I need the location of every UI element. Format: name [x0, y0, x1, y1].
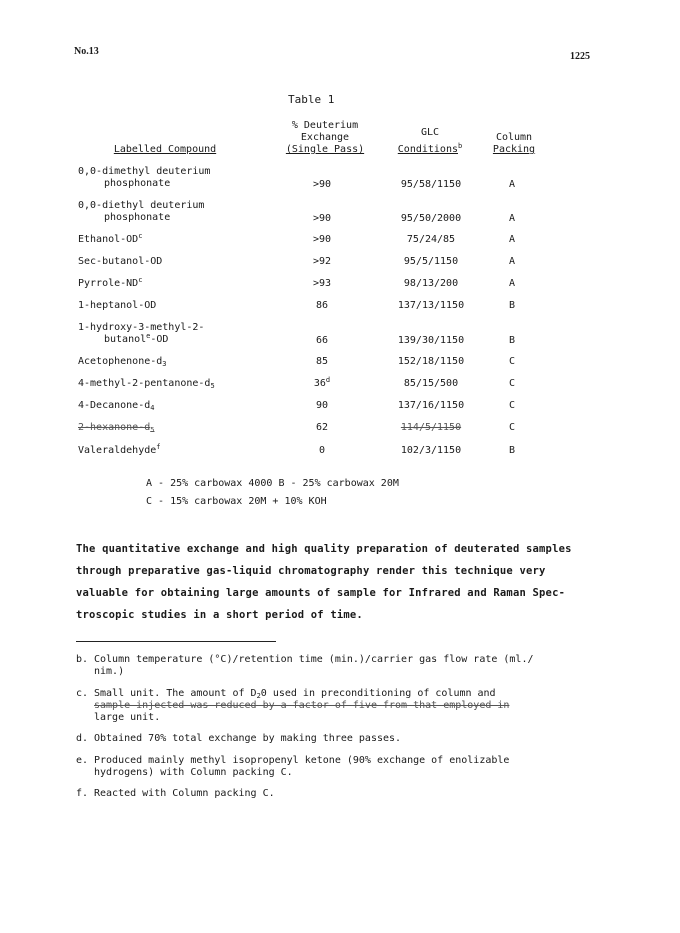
footnote-text: Obtained 70% total exchange by making three passes.	[94, 733, 402, 744]
compound-name-cont	[78, 334, 204, 346]
cell-packing: C	[508, 378, 516, 389]
footnote-text: nim.)	[94, 666, 125, 677]
column-header-column-packing	[484, 132, 544, 156]
footnote-label: e.	[76, 755, 89, 766]
footnote-text: Small unit. The amount of D	[94, 688, 257, 699]
cell-packing: C	[508, 400, 516, 411]
cell-exchange	[300, 234, 344, 245]
cell-exchange	[300, 400, 344, 411]
footnote-text: Column temperature (°C)/retention time (min.)/carrier gas flow rate (ml./	[94, 654, 534, 665]
header-line: Exchange	[300, 132, 350, 143]
compound-name-part: phosphonate	[104, 178, 171, 189]
subscript: 5	[150, 426, 155, 434]
exchange-value: 0	[318, 445, 326, 456]
cell-compound	[78, 322, 204, 346]
footnote-text: hydrogens) with Column packing C.	[94, 767, 293, 778]
page-number: 1225	[570, 51, 590, 62]
compound-name: Acetophenone-d	[78, 356, 163, 367]
table-title: Table 1	[288, 93, 335, 106]
compound-name-part: phosphonate	[104, 212, 171, 223]
compound-name-part: butanol	[104, 334, 147, 345]
exchange-value: 66	[315, 335, 329, 346]
footnote-mark: f	[156, 443, 161, 451]
footnote-mark: c	[138, 232, 143, 240]
cell-compound	[78, 234, 142, 246]
cell-packing: C	[508, 422, 516, 433]
cell-compound	[78, 166, 210, 190]
subscript: 2	[256, 692, 261, 700]
footnote-text: 0 used in preconditioning of column and	[260, 688, 496, 699]
compound-name: 2-hexanone-d	[78, 422, 151, 433]
cell-packing: A	[508, 213, 516, 224]
footnote-label: f.	[76, 788, 89, 799]
cell-packing: C	[508, 356, 516, 367]
cell-exchange	[300, 179, 344, 190]
compound-name: 4-Decanone-d	[78, 400, 151, 411]
cell-glc: 102/3/1150	[400, 445, 462, 456]
exchange-value: 86	[315, 300, 329, 311]
paragraph-line: The quantitative exchange and high quality preparation of deuterated samples	[76, 543, 572, 555]
footnote-label: b.	[76, 654, 89, 665]
cell-compound	[78, 300, 156, 312]
cell-packing: B	[508, 300, 516, 311]
footnote-d	[76, 733, 596, 745]
cell-compound	[78, 445, 161, 457]
cell-glc: 75/24/85	[406, 234, 456, 245]
cell-exchange	[300, 335, 344, 346]
subscript: 4	[150, 404, 155, 412]
cell-compound	[78, 378, 215, 390]
cell-glc: 95/58/1150	[400, 179, 462, 190]
paragraph-line: through preparative gas-liquid chromatography render this technique very	[76, 565, 546, 577]
cell-packing: A	[508, 179, 516, 190]
cell-packing: A	[508, 256, 516, 267]
compound-name: Sec-butanol-OD	[78, 256, 163, 267]
subscript: 3	[162, 360, 167, 368]
footnote-f	[76, 788, 596, 800]
cell-glc: 95/5/1150	[403, 256, 459, 267]
header-line: (Single Pass)	[285, 144, 365, 155]
footnote-mark: d	[325, 376, 331, 384]
cell-glc: 95/50/2000	[400, 213, 462, 224]
cell-packing: B	[508, 335, 516, 346]
exchange-value: >92	[312, 256, 332, 267]
cell-exchange	[300, 300, 344, 311]
footnote-b	[76, 654, 596, 678]
compound-name: 0,0-dimethyl deuterium	[78, 166, 211, 177]
footnote-mark: e	[146, 332, 151, 340]
footnote-text: sample injected was reduced by a factor of five from that employed in	[94, 700, 510, 711]
footnote-e	[76, 755, 596, 779]
cell-glc: 152/18/1150	[397, 356, 465, 367]
cell-glc: 85/15/500	[403, 378, 459, 389]
cell-compound	[78, 200, 204, 224]
cell-glc: 98/13/200	[403, 278, 459, 289]
header-line: % Deuterium	[291, 120, 359, 131]
exchange-value: >90	[312, 179, 332, 190]
compound-name-part: -OD	[150, 334, 169, 345]
footnote-text: large unit.	[94, 712, 161, 723]
header-line: Packing	[492, 144, 536, 155]
packing-legend-line-1: A - 25% carbowax 4000 B - 25% carbowax 20M	[146, 478, 399, 489]
cell-compound	[78, 256, 162, 268]
cell-glc: 114/5/1150	[400, 422, 462, 433]
compound-name: Valeraldehyde	[78, 445, 157, 456]
cell-packing: A	[508, 234, 516, 245]
packing-legend-line-2: C - 15% carbowax 20M + 10% KOH	[146, 496, 327, 507]
subscript: 5	[210, 382, 215, 390]
footnote-c	[76, 688, 596, 724]
paragraph-line: valuable for obtaining large amounts of sample for Infrared and Raman Spec-	[76, 587, 566, 599]
cell-exchange	[300, 422, 344, 433]
exchange-value: 85	[315, 356, 329, 367]
compound-name: Ethanol-OD	[78, 234, 139, 245]
cell-glc: 137/13/1150	[397, 300, 465, 311]
compound-name: 4-methyl-2-pentanone-d	[78, 378, 211, 389]
exchange-value: 90	[315, 400, 329, 411]
cell-exchange	[300, 356, 344, 367]
compound-name: 1-heptanol-OD	[78, 300, 157, 311]
cell-glc: 139/30/1150	[397, 335, 465, 346]
exchange-value: >93	[312, 278, 332, 289]
cell-compound	[78, 278, 142, 290]
exchange-value: 36	[313, 378, 326, 389]
compound-name: Pyrrole-ND	[78, 278, 139, 289]
footnote-label: c.	[76, 688, 89, 699]
compound-name-cont	[78, 212, 204, 224]
exchange-value: 62	[315, 422, 329, 433]
footnote-mark: b	[458, 142, 463, 150]
footnote-separator	[76, 641, 276, 642]
compound-name: 1-hydroxy-3-methyl-2-	[78, 322, 205, 333]
footnote-text: Produced mainly methyl isopropenyl ketone (90% exchange of enolizable	[94, 755, 510, 766]
exchange-value: >90	[312, 213, 332, 224]
column-header-deuterium-exchange	[270, 120, 380, 156]
exchange-value: >90	[312, 234, 332, 245]
header-line: GLC	[420, 127, 440, 138]
cell-exchange	[300, 445, 344, 456]
cell-exchange	[300, 256, 344, 267]
compound-name: 0,0-diethyl deuterium	[78, 200, 205, 211]
cell-compound	[78, 356, 167, 368]
cell-compound	[78, 422, 154, 434]
compound-name-cont	[78, 178, 210, 190]
footnote-mark: c	[138, 276, 143, 284]
header-line: Column	[495, 132, 533, 143]
journal-number: No.13	[74, 46, 99, 57]
body-paragraph	[76, 538, 616, 626]
cell-packing: A	[508, 278, 516, 289]
column-header-glc-conditions	[380, 127, 480, 156]
cell-compound	[78, 400, 154, 412]
cell-exchange	[300, 378, 344, 389]
column-header-labelled-compound: Labelled Compound	[113, 144, 217, 155]
cell-exchange	[300, 278, 344, 289]
footnote-label: d.	[76, 733, 89, 744]
cell-exchange	[300, 213, 344, 224]
paragraph-line: troscopic studies in a short period of time.	[76, 609, 363, 621]
header-line: Conditions	[397, 144, 458, 155]
footnote-text: Reacted with Column packing C.	[94, 788, 275, 799]
cell-glc: 137/16/1150	[397, 400, 465, 411]
cell-packing: B	[508, 445, 516, 456]
